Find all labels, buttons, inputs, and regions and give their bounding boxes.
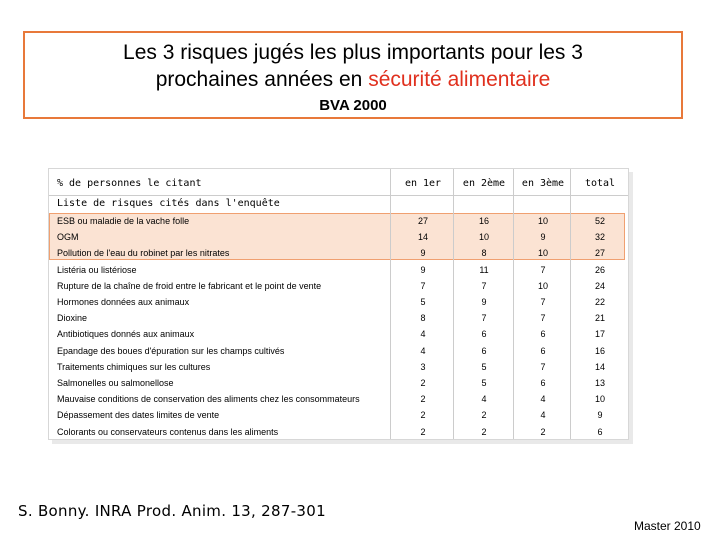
title-accent: sécurité alimentaire	[368, 68, 551, 91]
value-total: 32	[594, 232, 605, 243]
value-second: 10	[478, 232, 489, 243]
value-total: 16	[594, 345, 605, 356]
title-line-2-prefix: prochaines années en	[155, 68, 369, 91]
section-divider	[49, 195, 628, 196]
data-table	[48, 168, 629, 440]
header-label: % de personnes le citant	[57, 178, 202, 189]
value-third: 4	[540, 410, 546, 421]
risk-label: Dioxine	[57, 313, 88, 324]
table-row	[49, 294, 628, 310]
value-second: 16	[478, 216, 489, 226]
value-second: 2	[481, 426, 487, 437]
value-total: 13	[594, 378, 605, 388]
value-second: 9	[481, 297, 487, 307]
value-total: 14	[594, 361, 605, 372]
value-first: 4	[420, 329, 426, 340]
header-col-4: total	[584, 178, 616, 189]
value-third: 4	[540, 394, 546, 405]
value-total: 22	[594, 297, 605, 307]
value-total: 9	[597, 410, 603, 421]
risk-label: Listéria ou listériose	[57, 264, 137, 275]
value-third: 7	[540, 264, 546, 275]
header-col-3: en 3ème	[521, 178, 565, 189]
risk-label: Dépassement des dates limites de vente	[57, 410, 220, 421]
value-first: 9	[420, 248, 426, 259]
value-second: 7	[481, 280, 487, 291]
value-third: 6	[540, 329, 546, 340]
title-line-2	[25, 66, 681, 93]
risk-label: Mauvaise conditions de conservation des aliments chez les consommateurs	[57, 394, 360, 405]
table-row	[49, 359, 628, 375]
value-total: 52	[594, 216, 605, 226]
value-total: 26	[594, 264, 605, 275]
table-row	[49, 407, 628, 423]
value-third: 10	[537, 216, 548, 226]
risk-label: OGM	[57, 232, 79, 243]
table-row	[49, 245, 628, 261]
risk-label: Salmonelles ou salmonellose	[57, 378, 174, 388]
risk-label: Antibiotiques donnés aux animaux	[57, 329, 195, 340]
value-total: 21	[594, 313, 605, 324]
value-third: 9	[540, 232, 546, 243]
value-third: 7	[540, 297, 546, 307]
table-row	[49, 375, 628, 391]
value-first: 3	[420, 361, 426, 372]
table-header-row	[49, 176, 628, 192]
subtitle: BVA 2000	[319, 97, 387, 114]
value-total: 27	[594, 248, 605, 259]
table-row	[49, 213, 628, 229]
risk-label: Hormones données aux animaux	[57, 297, 190, 307]
table-row	[49, 424, 628, 440]
table-row	[49, 262, 628, 278]
source-citation: S. Bonny. INRA Prod. Anim. 13, 287-301	[18, 502, 326, 520]
value-second: 11	[479, 264, 489, 275]
value-first: 2	[420, 378, 426, 388]
value-third: 7	[540, 361, 546, 372]
section-title: Liste de risques cités dans l'enquête	[57, 198, 280, 209]
value-second: 6	[481, 329, 487, 340]
value-second: 2	[481, 410, 487, 421]
value-total: 6	[597, 426, 603, 437]
value-third: 2	[540, 426, 546, 437]
value-total: 17	[594, 329, 605, 340]
risk-label: Epandage des boues d'épuration sur les champs cultivés	[57, 345, 285, 356]
table-row	[49, 343, 628, 359]
value-third: 10	[537, 280, 548, 291]
value-third: 6	[540, 378, 546, 388]
title-line-1: Les 3 risques jugés les plus importants pour les 3	[123, 41, 583, 64]
value-first: 2	[420, 410, 426, 421]
value-first: 2	[420, 426, 426, 437]
value-first: 5	[420, 297, 426, 307]
value-total: 24	[594, 280, 605, 291]
risk-label: ESB ou maladie de la vache folle	[57, 216, 190, 226]
value-total: 10	[594, 394, 605, 405]
value-third: 7	[540, 313, 546, 324]
value-first: 9	[420, 264, 426, 275]
header-col-2: en 2ème	[462, 178, 506, 189]
value-second: 4	[481, 394, 487, 405]
risk-label: Colorants ou conservateurs contenus dans les aliments	[57, 426, 279, 437]
value-third: 10	[537, 248, 548, 259]
value-second: 8	[481, 248, 487, 259]
value-first: 14	[417, 232, 428, 243]
title-box	[23, 31, 683, 119]
value-first: 2	[420, 394, 426, 405]
course-label: Master 2010	[634, 519, 701, 533]
value-first: 4	[420, 345, 426, 356]
value-second: 5	[481, 361, 487, 372]
table-row	[49, 391, 628, 407]
value-third: 6	[540, 345, 546, 356]
value-first: 8	[420, 313, 426, 324]
table-row	[49, 310, 628, 326]
table-row	[49, 326, 628, 342]
value-second: 6	[481, 345, 487, 356]
table-row	[49, 278, 628, 294]
risk-label: Traitements chimiques sur les cultures	[57, 361, 211, 372]
value-second: 5	[481, 378, 487, 388]
value-first: 27	[417, 216, 428, 226]
value-first: 7	[420, 280, 426, 291]
risk-label: Pollution de l'eau du robinet par les nitrates	[57, 248, 230, 259]
risk-label: Rupture de la chaîne de froid entre le fabricant et le point de vente	[57, 280, 322, 291]
header-col-1: en 1er	[404, 178, 442, 189]
table-row	[49, 229, 628, 245]
value-second: 7	[481, 313, 487, 324]
